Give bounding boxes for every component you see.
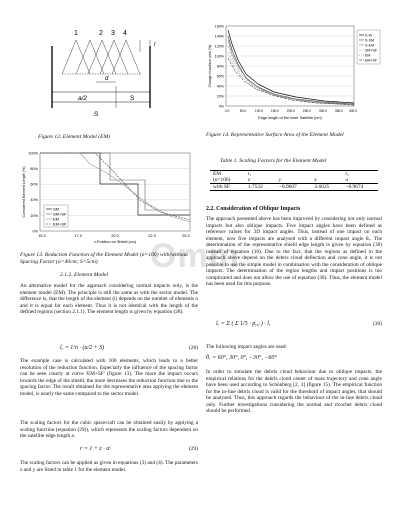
fig12-label-s1: S	[130, 95, 135, 102]
fig13-ytick: 80%	[30, 167, 38, 171]
equation-30	[216, 320, 382, 327]
fig14-xtick: 350.0	[334, 109, 344, 113]
section-heading: 2.2. Consideration of Oblique Impacts	[206, 206, 301, 212]
table-1-caption: Table 1. Scaling Factors for the Element Model	[220, 158, 327, 164]
fig14-xtick: 300.0	[318, 109, 328, 113]
fig14-xlabel: Edge length of the inner Satellite (cm)	[258, 116, 322, 120]
watermark: Omm	[150, 237, 240, 275]
fig14-legend-2: S-EM	[365, 43, 374, 48]
fig14-ytick: 140%	[214, 34, 224, 39]
left-paragraph-4: The scaling factors can be applied as given in equations (3) and (4). The parameters z and y are listed in table 1 for the element model.	[20, 460, 198, 473]
fig14-ytick: 40%	[216, 84, 224, 89]
fig12-label-a2: a/2	[78, 95, 88, 102]
fig14-ytick: 160%	[214, 24, 224, 29]
figure-14	[206, 22, 382, 124]
fig14-ytick: 60%	[216, 74, 224, 79]
fig14-legend-0: S-M	[365, 33, 372, 38]
left-paragraph-3: The scaling factors for the cubic spacecraft can be obtained easily by applying a scaling function (equation (29)), which represents the scaling factors dependent on the satellite edge length a.	[20, 420, 198, 439]
fig13-ytick: 0%	[32, 229, 38, 234]
reduction-function-chart	[20, 150, 198, 245]
fig14-xtick: 50.0	[239, 109, 247, 113]
surface-area-chart	[206, 22, 382, 124]
equation-29-number: (29)	[189, 446, 198, 452]
table-subheader-cell: y	[278, 177, 282, 183]
figure-14-caption: Figure 14. Representative Surface Area of the Element Model	[206, 132, 344, 138]
fig14-legend-5: EM+SF	[365, 58, 378, 63]
fig13-legend-1: SM+SF	[53, 211, 67, 217]
fig13-legend-2: EM	[53, 216, 59, 222]
fig12-label-l: l	[154, 42, 156, 48]
equation-angles-body: θᵥ = 60°, 30°, 0°, −30°, −60°	[206, 355, 277, 361]
fig13-xtick: 20.0	[111, 234, 119, 238]
equation-29	[80, 446, 198, 452]
equation-30-number: (30)	[373, 320, 382, 327]
equation-28	[60, 345, 198, 351]
equation-angles	[206, 355, 382, 361]
fig14-ytick: 80%	[216, 64, 224, 69]
fig13-ytick: 20%	[30, 213, 38, 218]
table-header-cell: rₐ	[342, 171, 378, 178]
fig13-ylabel: Considered Element Length (%)	[22, 166, 26, 218]
fig12-label-s2: S	[94, 111, 99, 118]
right-paragraph-1: The approach presented above has been improved by considering not only normal impacts but also oblique impacts. Five impact angles have been defined as reference values for 3D impact angles. Thus, instead of one impact on each element, now five impacts are analysed with a different impact angle θᵥ. The determination of the representative shield edge length is given by equation (30) instead of equation (10). Due to the fact, that the regions as defined in the approach above depend on the debris cloud deflection and cone angle, it is not possible to use the simple model in combination with the consideration of oblique impacts. The determination of the region lengths and impact positions is too complicated and does not allow the use of equation (30). Thus, the element model has been used for this purpose.	[206, 216, 382, 287]
fig14-xtick: 200.0	[286, 109, 296, 113]
subsection-heading: 2.1.2. Element Model	[60, 272, 109, 278]
figure-13	[20, 150, 198, 245]
fig13-xtick: 25.0	[182, 234, 190, 238]
fig14-legend-1: S-SM	[365, 38, 374, 43]
fig13-ytick: 40%	[30, 198, 38, 203]
fig14-legend-4: EM	[365, 53, 371, 58]
fig13-xtick: 22.5	[148, 234, 156, 238]
fig14-ytick: 100%	[214, 54, 224, 59]
equation-28-number: (28)	[189, 345, 198, 351]
fig13-xlabel: x-Position on Shield (cm)	[93, 240, 137, 244]
left-paragraph-2: The example case is calculated with 100 elements, which leads to a better resolution of the reduction function. Especially the influence of the spacing factor can be seen clearly at curve 'EM+SF' (figure 13). The more the impact occurs towards the edge of the shield, the more decreases the reduction function due to the spacing factor. The result obtained for the representative area applying the element model, is nearly the same compared to the sector model.	[20, 358, 198, 397]
left-paragraph-1: An alternative model for the approach considering normal impacts only, is the element model (EM). The principle is still the same as with the sector model. The difference is, that the length of the element (l) depends on the number of elements n and it is equal for each element. Thus it is not identical with the length of the defined regions (section 2.1.1). The element length is given by equation (28).	[20, 283, 198, 315]
fig13-ytick: 100%	[28, 151, 38, 156]
fig13-legend-3: EM+SF	[53, 221, 67, 227]
fig12-label-d: d	[105, 76, 109, 82]
right-paragraph-3: In order to simulate the debris cloud behaviour due to oblique impacts, the empirical relations for the debris cloud center of mass trajectory and cone angle have been used according to Schönberg [2, 3] (figure 15). The empirical function for the in-line debris cloud is valid for the threshold of impact angles, that should be analysed. Thus, this approach regards the behaviour of the in-line debris cloud only. Further investigations considering the normal and ricochet debris cloud should be performed.	[206, 369, 382, 414]
equation-30-body: lᵥ = Σ ( Σ 1/5 · pₑ,ⱼ ) · lₑ	[216, 321, 271, 327]
fig14-xtick: 400.0	[348, 109, 358, 113]
equation-29-body: r = 1 + z · aʸ	[80, 446, 111, 452]
table-subheader-cell: a	[345, 177, 349, 183]
figure-12-caption: Figure 12. Element Model (EM)	[38, 134, 111, 140]
fig13-xtick: 15.0	[38, 234, 46, 238]
fig14-ylabel: Change in surface area (%)	[208, 44, 212, 88]
table-header-cell: EM	[210, 171, 245, 178]
right-paragraph-2: The following impact angles are used:	[206, 344, 288, 350]
fig14-xtick: 250.0	[302, 109, 312, 113]
table-cell: −0.9674	[342, 184, 378, 191]
figure-13-caption: Figure 13. Reduction Function of the Element Model (n=100) with/without Spacing Factor (a=40cm; S=5cm)	[20, 252, 188, 265]
fig14-xtick: 0.0	[224, 109, 230, 113]
fig12-label-4: 4	[123, 30, 127, 37]
figure-12	[32, 26, 182, 126]
fig12-label-1: 1	[74, 30, 78, 37]
table-cell: with SF	[210, 184, 245, 191]
fig14-ytick: 20%	[216, 94, 224, 99]
fig14-ytick: 0%	[218, 104, 224, 109]
table-1	[210, 170, 378, 191]
equation-28-body: lₑ = 1/n · (a/2 + S)	[60, 345, 105, 351]
fig14-xtick: 100.0	[254, 109, 264, 113]
table-subheader-cell: (n=100)	[213, 177, 231, 183]
element-model-diagram	[32, 26, 182, 126]
fig12-label-2: 2	[99, 30, 103, 37]
table-cell: 3.6625	[311, 184, 342, 191]
table-subheader-cell: z	[247, 177, 250, 183]
fig14-xtick: 150.0	[270, 109, 280, 113]
fig14-legend-3: SM+SF	[365, 48, 378, 53]
fig14-ytick: 120%	[214, 44, 224, 49]
fig12-label-3: 3	[111, 30, 115, 37]
table-subheader-cell: x	[314, 177, 317, 183]
table-header-cell: r₁	[245, 171, 276, 178]
table-cell: 1.7532	[245, 184, 276, 191]
fig13-legend-0: SM	[53, 206, 59, 212]
fig13-ytick: 60%	[30, 182, 38, 187]
fig13-xtick: 17.5	[74, 234, 82, 238]
table-cell: −0.9607	[276, 184, 312, 191]
